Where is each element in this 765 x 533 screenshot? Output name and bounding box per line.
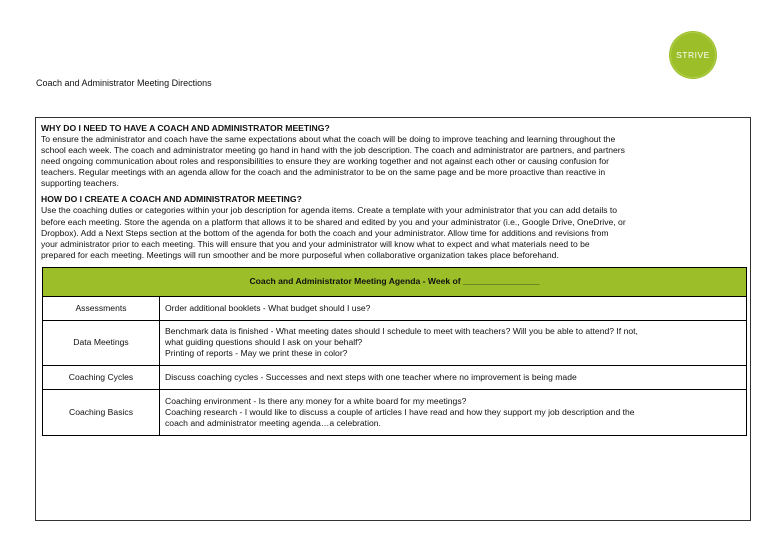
table-row xyxy=(43,365,747,389)
section-paragraph xyxy=(41,205,745,260)
agenda-category: Coaching Basics xyxy=(43,389,160,435)
agenda-note: coach and administrator meeting agenda…a celebration. xyxy=(165,417,381,428)
paragraph-line: before each meeting. Store the agenda on a platform that allows it to be shared and edited by you and your administrator (i.e., Google Drive, OneDrive, or xyxy=(41,216,626,227)
section-heading: WHY DO I NEED TO HAVE A COACH AND ADMINISTRATOR MEETING? xyxy=(41,123,330,133)
agenda-table xyxy=(42,267,747,436)
agenda-note: Coaching research - I would like to discuss a couple of articles I have read and how they support my job description and the xyxy=(165,406,635,417)
agenda-category: Coaching Cycles xyxy=(43,365,160,389)
agenda-note: Discuss coaching cycles - Successes and next steps with one teacher where no improvement is being made xyxy=(165,371,577,382)
agenda-note: Printing of reports - May we print these in color? xyxy=(165,348,348,359)
table-row xyxy=(43,320,747,365)
table-row xyxy=(43,296,747,320)
paragraph-line: Dropbox). Add a Next Steps section at the bottom of the agenda for both the coach and your administrator. Allow time for additions and revisions from xyxy=(41,227,609,238)
paragraph-line: supporting teachers. xyxy=(41,178,119,189)
document-title: Coach and Administrator Meeting Directions xyxy=(36,78,212,88)
agenda-header-row xyxy=(43,267,747,296)
paragraph-line: school each week. The coach and administrator meeting go hand in hand with the job description. The coach and administrator are partners, and partners xyxy=(41,145,625,156)
paragraph-line: need ongoing communication about roles and responsibilities to ensure they are working together and not against each other or causing confusion for xyxy=(41,156,610,167)
table-row xyxy=(43,389,747,435)
section-paragraph xyxy=(41,134,745,189)
agenda-note: what guiding questions should I ask on your behalf? xyxy=(165,337,363,348)
agenda-notes xyxy=(160,365,747,389)
agenda-note: Coaching environment - Is there any money for a white board for my meetings? xyxy=(165,395,467,406)
agenda-notes xyxy=(160,296,747,320)
paragraph-line: prepared for each meeting. Meetings will run smoother and be more purposeful when collaborative organization takes place beforehand. xyxy=(41,249,559,260)
content-frame xyxy=(35,117,751,521)
agenda-notes xyxy=(160,320,747,365)
strive-logo xyxy=(668,30,718,80)
paragraph-line: teachers. Regular meetings with an agenda allow for the coach and the administrator to be on the same page and be more proactive than reactive in xyxy=(41,167,606,178)
agenda-category: Assessments xyxy=(43,296,160,320)
paragraph-line: To ensure the administrator and coach have the same expectations about what the coach will be doing to improve teaching and learning throughout the xyxy=(41,134,616,144)
logo-text: STRIVE xyxy=(676,50,710,60)
agenda-note: Benchmark data is finished - What meeting dates should I schedule to meet with teachers? Will you be able to attend? If not, xyxy=(165,326,638,337)
section-how xyxy=(41,194,745,260)
section-heading: HOW DO I CREATE A COACH AND ADMINISTRATOR MEETING? xyxy=(41,194,302,205)
section-why xyxy=(41,123,745,189)
agenda-notes xyxy=(160,389,747,435)
paragraph-line: your administrator prior to each meeting. This will ensure that you and your administrator will know what to expect and what materials need to be xyxy=(41,238,590,249)
agenda-title: Coach and Administrator Meeting Agenda - Week of ________________ xyxy=(43,267,747,296)
agenda-category: Data Meetings xyxy=(43,320,160,365)
agenda-note: Order additional booklets - What budget should I use? xyxy=(165,302,371,313)
paragraph-line: Use the coaching duties or categories within your job description for agenda items. Create a template with your administrator that you can add details to xyxy=(41,205,618,216)
